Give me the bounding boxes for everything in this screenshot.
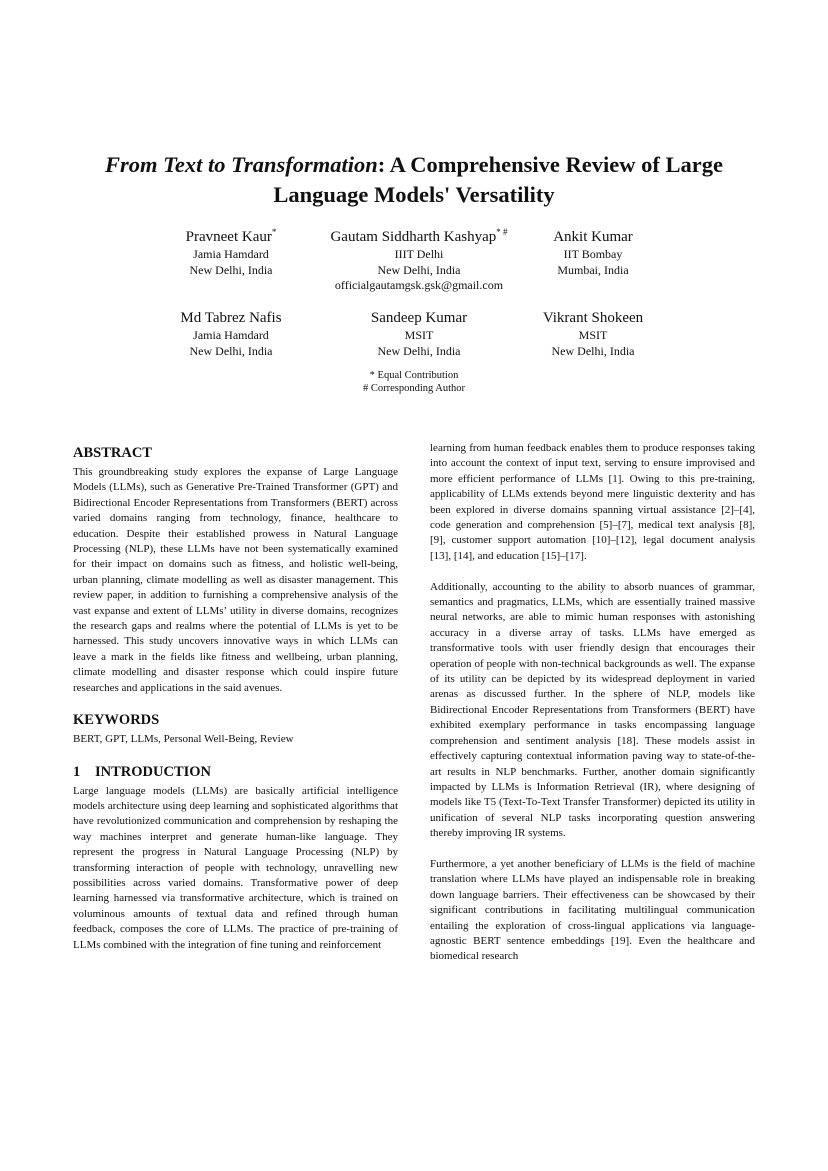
author-affiliation: IIT Bombay — [563, 247, 623, 261]
author-name: Pravneet Kaur — [185, 229, 272, 245]
author-mark: * # — [496, 227, 508, 237]
author-email[interactable]: officialgautamgsk.gsk@gmail.com — [334, 278, 504, 292]
corresponding-author-note: # Corresponding Author — [362, 383, 466, 394]
author-location: New Delhi, India — [551, 343, 635, 358]
keywords-heading: KEYWORDS — [73, 712, 160, 729]
section-number: 1 — [73, 763, 81, 780]
intro-paragraph-continued: learning from human feedback enables them to produce responses taking into account the context of input text, serving to ensure improvised and more efficient performance of LLMs [1]. Owing to this pre-training, applicability of LLMs extends beyond mere linguistic dexterity and has been explored in diverse domains spanning virtual assistance [2]–[4], code generation and comprehension [5]–[7], medical text analysis [8], [9], customer support automation [10]–[12], legal document analysis [13], [14], and education [15]–[17]. — [430, 442, 755, 562]
paper-title-rest: : A Comprehensive Review of Large Language Models' Versatility — [273, 152, 723, 207]
author-location: Mumbai, India — [557, 262, 629, 277]
author-affiliation: Jamia Hamdard — [193, 328, 269, 342]
author-block — [131, 308, 331, 359]
equal-contribution-note: * Equal Contribution — [369, 370, 459, 381]
author-affiliation: Jamia Hamdard — [193, 247, 269, 261]
keywords-text: BERT, GPT, LLMs, Personal Well-Being, Review — [73, 733, 294, 746]
author-notes — [314, 369, 514, 395]
abstract-heading: ABSTRACT — [73, 445, 152, 461]
paper-title-italic: From Text to Transformation — [105, 152, 378, 177]
author-affiliation: MSIT — [578, 328, 608, 342]
author-location: New Delhi, India — [189, 262, 273, 277]
intro-paragraph: Large language models (LLMs) are basically artificial intelligence models architecture using deep learning and sophisticated algorithms that have revolutionized communication and comprehension by reshaping the way machines interpret and generate human-like language. They represent the progress in Natural Language Processing (NLP) by transforming interaction of people with technology, unravelling new possibilities across varied domains. Transformative power of deep learning harnessed via transformative architecture, which is trained on voluminous amounts of textual data and refined through human feedback, composes the core of LLMs. The practice of pre-training of LLMs combined with the integration of fine tuning and reinforcement — [73, 784, 398, 951]
left-column — [73, 444, 398, 953]
author-affiliation: MSIT — [404, 328, 434, 342]
author-location: New Delhi, India — [189, 343, 273, 358]
author-name: Vikrant Shokeen — [542, 310, 644, 326]
abstract-text: This groundbreaking study explores the expanse of Large Language Models (LLMs), such as Generative Pre-Trained Transformer (GPT) and Bidirectional Encoder Representations from Transformers (BERT) across varied domains ranging from technology, finance, healthcare to education. Despite their established prowess in Natural Language Processing (NLP), these LLMs have not been systematically examined for their impact on domains such as fitness, and holistic well-being, urban planning, climate modelling as well as disaster management. This review paper, in addition to furnishing a comprehensive analysis of the vast expanse and extent of LLMs’ utility in diverse domains, recognizes the research gaps and realms where the potential of LLMs is yet to be harnessed. This study uncovers innovative ways in which LLMs can leave a mark in the fields like fitness and wellbeing, urban planning, climate modelling and disaster response which could inspire future researches and applications in the said avenues. — [73, 466, 398, 694]
author-mark: * — [271, 227, 277, 237]
section-title: INTRODUCTION — [95, 763, 212, 780]
author-location: New Delhi, India — [377, 262, 461, 277]
author-location: New Delhi, India — [377, 343, 461, 358]
author-name: Md Tabrez Nafis — [180, 310, 282, 326]
intro-paragraph: Additionally, accounting to the ability to absorb nuances of grammar, semantics and pragmatics, LLMs, which are essentially trained massive neural networks, are able to mimic human responses with astonishing accuracy in a diverse array of tasks. LLMs have emerged as transformative tools with user friendly design that encourages their operation of people with non-technical backgrounds as well. The expanse of its utility can be depicted by its widespread deployment in varied arenas as discussed further. In the sphere of NLP, models like Bidirectional Encoder Representations from Transformers (BERT) have exhibited exemplary performance in tasks encompassing language comprehension and sentiment analysis [18]. These models assist in effectively capturing contextual information paving way to state-of-the-art results in NLP benchmarks. Further, another domain significantly impacted by LLMs is Information Retrieval (IR), where designing of models like T5 (Text-To-Text Transfer Transformer) depicted its utility in unification of several NLP tasks incorporating question answering thereby improving IR systems. — [430, 580, 755, 840]
author-name: Sandeep Kumar — [370, 310, 468, 326]
author-name: Ankit Kumar — [553, 229, 633, 245]
author-name: Gautam Siddharth Kashyap — [330, 229, 497, 245]
intro-paragraph: Furthermore, a yet another beneficiary of LLMs is the field of machine translation where LLMs have played an indispensable role in breaking down language barriers. Their effectiveness can be showcased by their significant contributions in facilitating multilingual communication entailing the exploration of cross-lingual applications via language-agnostic BERT sentence embeddings [19]. Even the healthcare and biomedical research — [430, 857, 755, 963]
section-heading — [73, 763, 398, 781]
right-column — [430, 441, 755, 965]
author-block — [319, 308, 519, 359]
author-block — [493, 227, 693, 278]
author-block — [493, 308, 693, 359]
author-affiliation: IIIT Delhi — [394, 247, 444, 261]
paper-title — [60, 150, 768, 210]
